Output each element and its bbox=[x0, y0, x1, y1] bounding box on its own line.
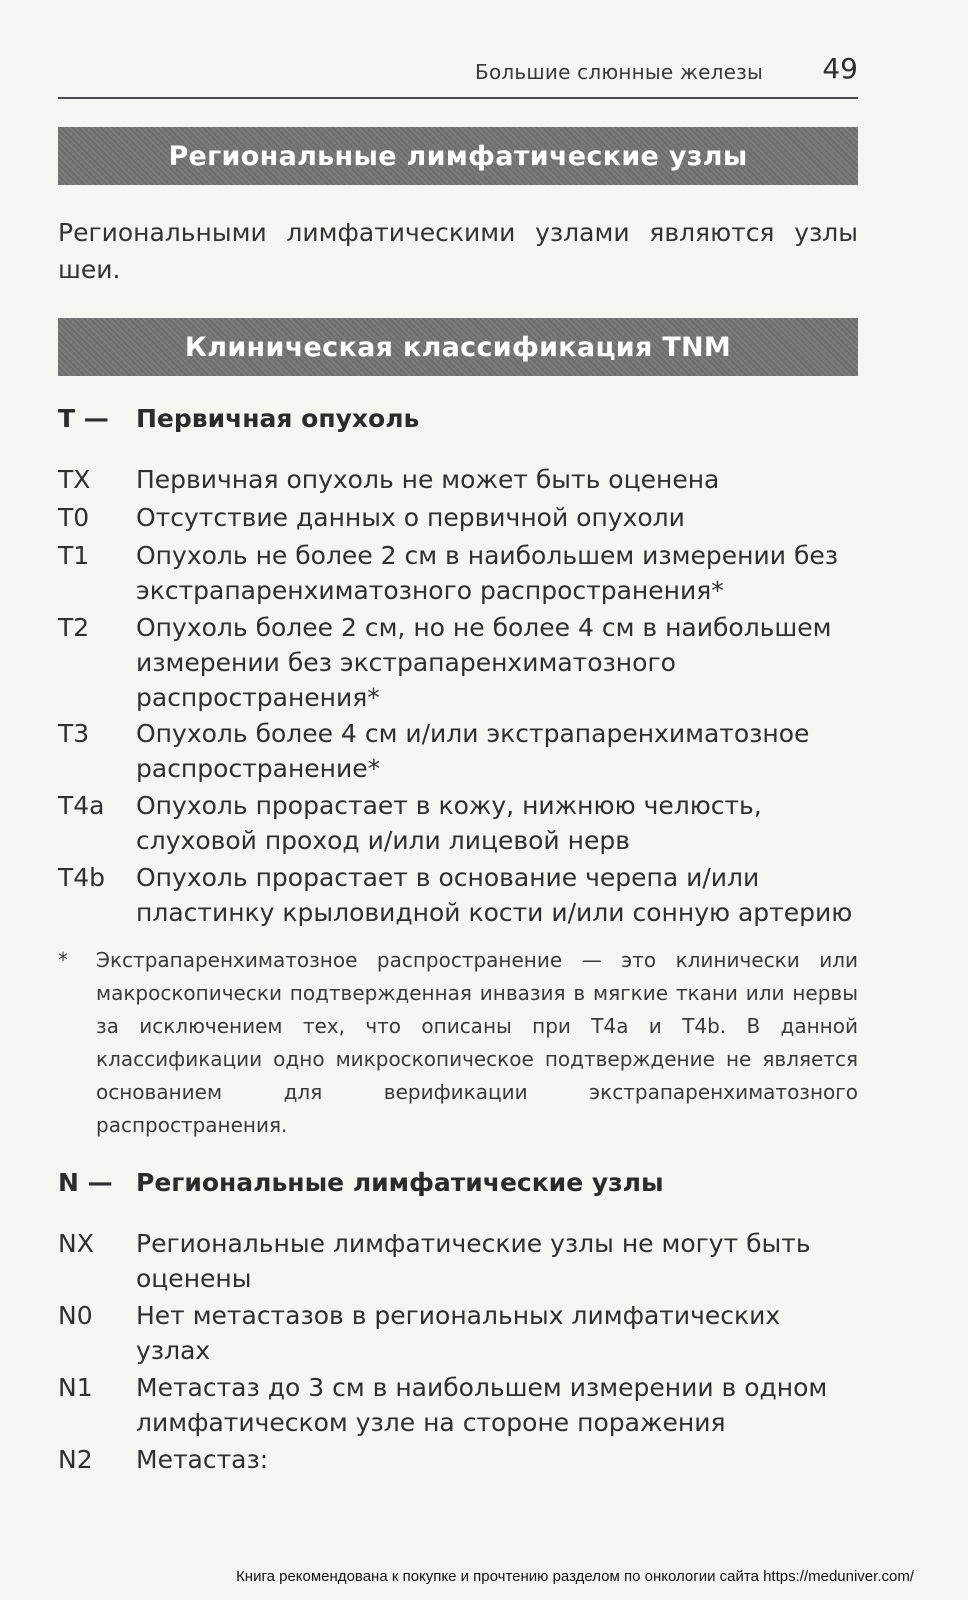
entry-text: Нет метастазов в региональных лимфатических узлах bbox=[136, 1301, 781, 1365]
entry-code: T2 bbox=[58, 613, 90, 642]
header-rule bbox=[58, 97, 858, 99]
entry-code: T3 bbox=[58, 719, 90, 748]
t-category-heading bbox=[58, 404, 858, 433]
section-banner-regional-nodes bbox=[58, 127, 858, 185]
entry-code: T0 bbox=[58, 503, 90, 532]
entry-text: Региональные лимфатические узлы не могут быть оценены bbox=[136, 1229, 811, 1293]
entry-code: N1 bbox=[58, 1373, 93, 1402]
entry-text: Отсутствие данных о первичной опухоли bbox=[136, 503, 685, 532]
entry-text: Метастаз: bbox=[136, 1445, 269, 1474]
entry-code: T4a bbox=[58, 791, 105, 820]
entry-text: Опухоль более 2 см, но не более 4 см в наибольшем измерении без экстрапаренхиматозного распространения* bbox=[136, 613, 832, 712]
page-number: 49 bbox=[822, 52, 858, 85]
entry-text: Опухоль не более 2 см в наибольшем измерении без экстрапаренхиматозного распространения* bbox=[136, 541, 839, 605]
category-title: Первичная опухоль bbox=[136, 404, 420, 433]
entry-code: NX bbox=[58, 1229, 94, 1258]
entry-code: N0 bbox=[58, 1301, 93, 1330]
n-category-heading bbox=[58, 1168, 858, 1197]
category-title: Региональные лимфатические узлы bbox=[136, 1168, 664, 1197]
entry-code: TX bbox=[58, 465, 91, 494]
regional-nodes-paragraph: Региональными лимфатическими узлами являются узлы шеи. bbox=[58, 218, 858, 284]
entry-text: Опухоль прорастает в основание черепа и/или пластинку крыловидной кости и/или сонную артерию bbox=[136, 863, 853, 927]
footnote-mark: * bbox=[58, 948, 68, 972]
category-code: N — bbox=[58, 1168, 113, 1197]
running-header bbox=[58, 52, 858, 92]
entry-text: Опухоль прорастает в кожу, нижнюю челюсть, слуховой проход и/или лицевой нерв bbox=[136, 791, 762, 855]
entry-code: N2 bbox=[58, 1445, 93, 1474]
footnote-text: Экстрапаренхиматозное распространение — это клинически или макроскопически подтвержденная инвазия в мягкие ткани или нервы за исключением тех, что описаны при T4a и T4b. В данной классификации одно микроскопическое подтверждение не является основанием для верификации экстрапаренхиматозного распространения. bbox=[96, 948, 858, 1137]
entry-text: Метастаз до 3 см в наибольшем измерении в одном лимфатическом узле на стороне поражения bbox=[136, 1373, 828, 1437]
site-footer-note: Книга рекомендована к покупке и прочтению разделом по онкологии сайта https://meduniver.com/ bbox=[236, 1568, 914, 1585]
banner-title: Клиническая классификация TNM bbox=[184, 331, 732, 363]
running-title: Большие слюнные железы bbox=[475, 60, 763, 84]
section-banner-tnm bbox=[58, 318, 858, 376]
entry-code: T1 bbox=[58, 541, 90, 570]
entry-text: Опухоль более 4 см и/или экстрапаренхиматозное распространение* bbox=[136, 719, 810, 783]
entry-code: T4b bbox=[58, 863, 106, 892]
category-code: T — bbox=[58, 404, 109, 433]
entry-text: Первичная опухоль не может быть оценена bbox=[136, 465, 720, 494]
banner-title: Региональные лимфатические узлы bbox=[168, 140, 748, 172]
